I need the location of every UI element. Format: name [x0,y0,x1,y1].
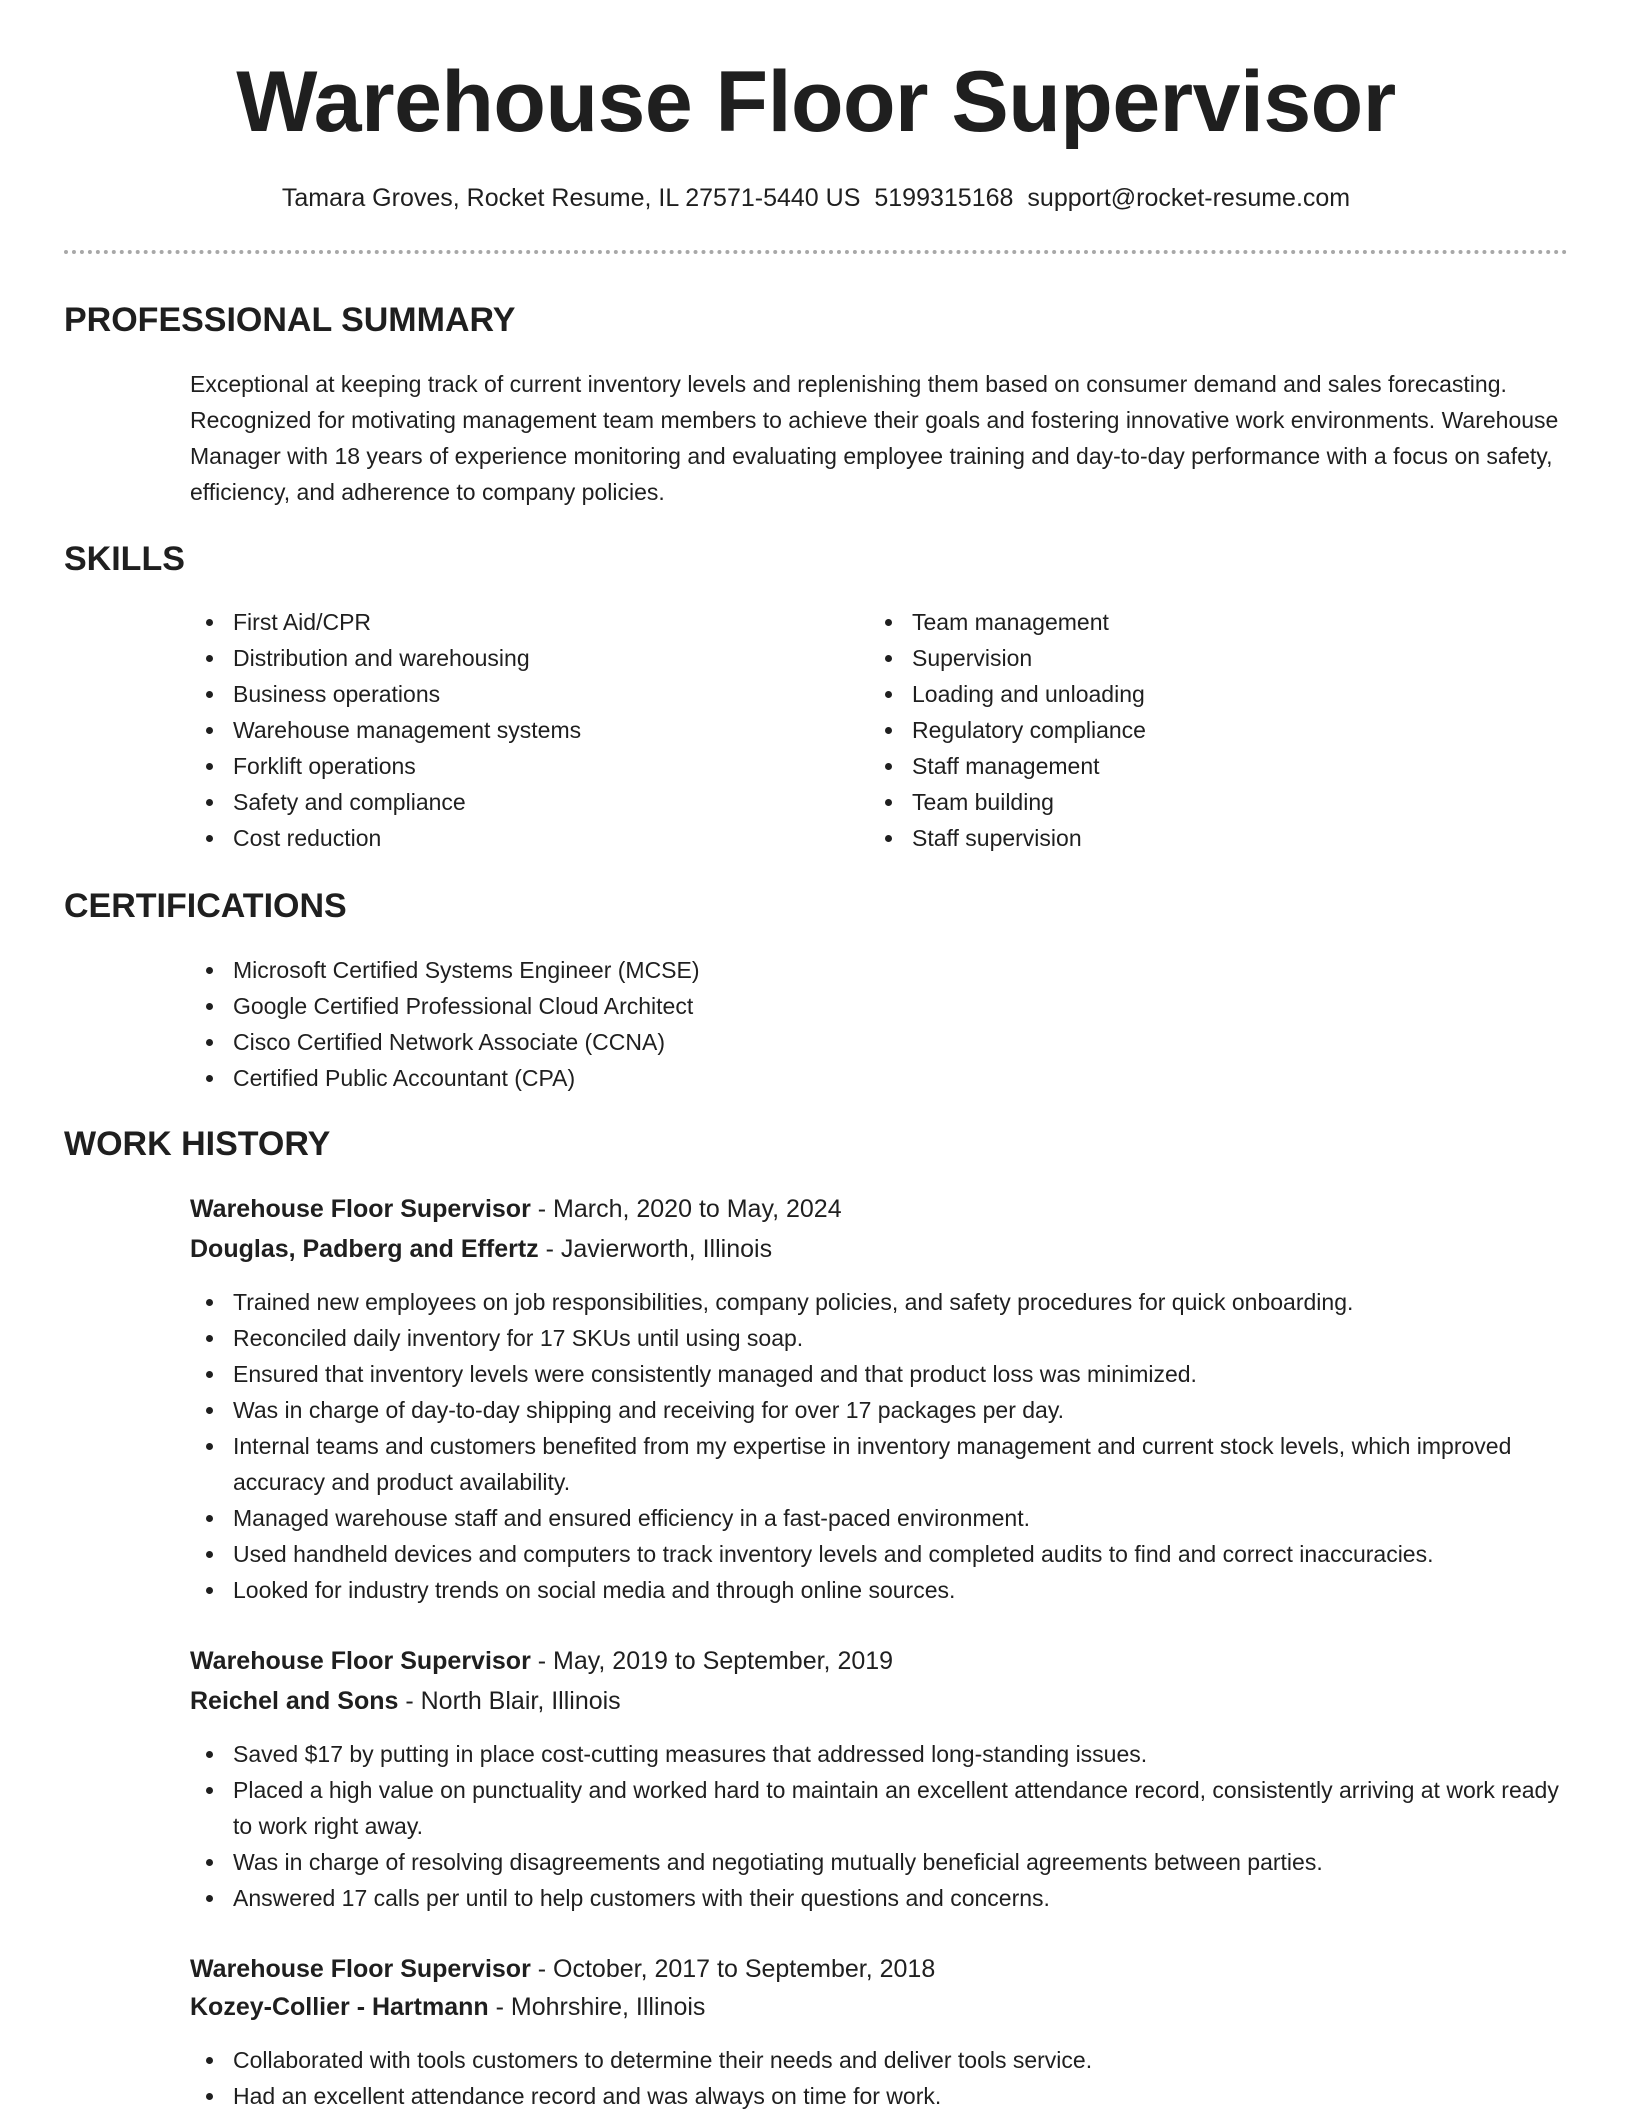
duty-item: Was in charge of day-to-day shipping and receiving for over 17 packages per day. [190,1392,1590,1428]
skill-item: Warehouse management systems [190,712,810,748]
skill-item: Team management [869,604,1489,640]
skill-item: Forklift operations [190,748,810,784]
job-duties-list [190,1736,1590,1916]
job-duties-list [190,2042,1590,2114]
job-company: Kozey-Collier - Hartmann [190,1993,489,2021]
certifications-heading: CERTIFICATIONS [64,887,347,925]
job-company-line [190,1230,772,1268]
skills-right-column [869,604,1489,856]
contact-phone: 5199315168 [874,184,1014,212]
job-company-line [190,1988,705,2026]
job-title-line [190,1642,893,1680]
certifications-list [190,952,1570,1096]
job-location: - Mohrshire, Illinois [488,1993,706,2021]
duty-item: Reconciled daily inventory for 17 SKUs until using soap. [190,1320,1590,1356]
skill-item: First Aid/CPR [190,604,810,640]
skills-left-list [190,604,810,856]
work-history-heading: WORK HISTORY [64,1125,331,1163]
contact-email: support@rocket-resume.com [1027,184,1351,212]
job-duties [190,1284,1590,1608]
job-title-line [190,1190,842,1228]
job-company: Douglas, Padberg and Effertz [190,1235,539,1263]
job-role: Warehouse Floor Supervisor [190,1647,531,1675]
certification-item: Cisco Certified Network Associate (CCNA) [190,1024,1570,1060]
job-role: Warehouse Floor Supervisor [190,1195,531,1223]
duty-item: Collaborated with tools customers to determine their needs and deliver tools service. [190,2042,1590,2078]
skills-heading: SKILLS [64,540,185,578]
job-duties-list [190,1284,1590,1608]
skills-right-list [869,604,1489,856]
skills-left-column [190,604,810,856]
duty-item: Used handheld devices and computers to track inventory levels and completed audits to find and correct inaccuracies. [190,1536,1590,1572]
skill-item: Staff supervision [869,820,1489,856]
certification-item: Certified Public Accountant (CPA) [190,1060,1570,1096]
duty-item: Placed a high value on punctuality and worked hard to maintain an excellent attendance record, consistently arriving at work ready to work right away. [190,1772,1590,1844]
job-location: - North Blair, Illinois [398,1687,621,1715]
skill-item: Supervision [869,640,1489,676]
skill-item: Business operations [190,676,810,712]
duty-item: Was in charge of resolving disagreements and negotiating mutually beneficial agreements between parties. [190,1844,1590,1880]
job-title-line [190,1950,935,1988]
job-company-line [190,1682,621,1720]
summary-text: Exceptional at keeping track of current inventory levels and replenishing them based on consumer demand and sales forecasting. Recognized for motivating management team members to achieve their goals and fostering innovative work environments. Warehouse Manager with 18 years of experience monitoring and evaluating employee training and day-to-day performance with a focus on safety, efficiency, and adherence to company policies. [190,371,1559,505]
duty-item: Had an excellent attendance record and was always on time for work. [190,2078,1590,2114]
job-dates: - October, 2017 to September, 2018 [530,1955,936,1983]
duty-item: Internal teams and customers benefited from my expertise in inventory management and current stock levels, which improved accuracy and product availability. [190,1428,1590,1500]
job-company: Reichel and Sons [190,1687,399,1715]
duty-item: Saved $17 by putting in place cost-cutting measures that addressed long-standing issues. [190,1736,1590,1772]
certification-item: Google Certified Professional Cloud Architect [190,988,1570,1024]
header-divider [64,250,1568,254]
job-role: Warehouse Floor Supervisor [190,1955,531,1983]
skill-item: Distribution and warehousing [190,640,810,676]
job-location: - Javierworth, Illinois [538,1235,773,1263]
skill-item: Staff management [869,748,1489,784]
skill-item: Safety and compliance [190,784,810,820]
contact-address: Tamara Groves, Rocket Resume, IL 27571-5440 US [281,184,861,212]
duty-item: Managed warehouse staff and ensured efficiency in a fast-paced environment. [190,1500,1590,1536]
job-duties [190,2042,1590,2114]
duty-item: Ensured that inventory levels were consistently managed and that product loss was minimized. [190,1356,1590,1392]
certifications-column [190,952,1570,1096]
duty-item: Answered 17 calls per until to help customers with their questions and concerns. [190,1880,1590,1916]
skill-item: Cost reduction [190,820,810,856]
job-dates: - March, 2020 to May, 2024 [530,1195,842,1223]
summary-heading: PROFESSIONAL SUMMARY [64,301,516,339]
certification-item: Microsoft Certified Systems Engineer (MCSE) [190,952,1570,988]
duty-item: Trained new employees on job responsibilities, company policies, and safety procedures for quick onboarding. [190,1284,1590,1320]
duty-item: Looked for industry trends on social media and through online sources. [190,1572,1590,1608]
skill-item: Regulatory compliance [869,712,1489,748]
job-duties [190,1736,1590,1916]
skill-item: Loading and unloading [869,676,1489,712]
job-dates: - May, 2019 to September, 2019 [530,1647,894,1675]
skill-item: Team building [869,784,1489,820]
contact-line [0,180,1632,216]
resume-title: Warehouse Floor Supervisor [236,54,1396,150]
